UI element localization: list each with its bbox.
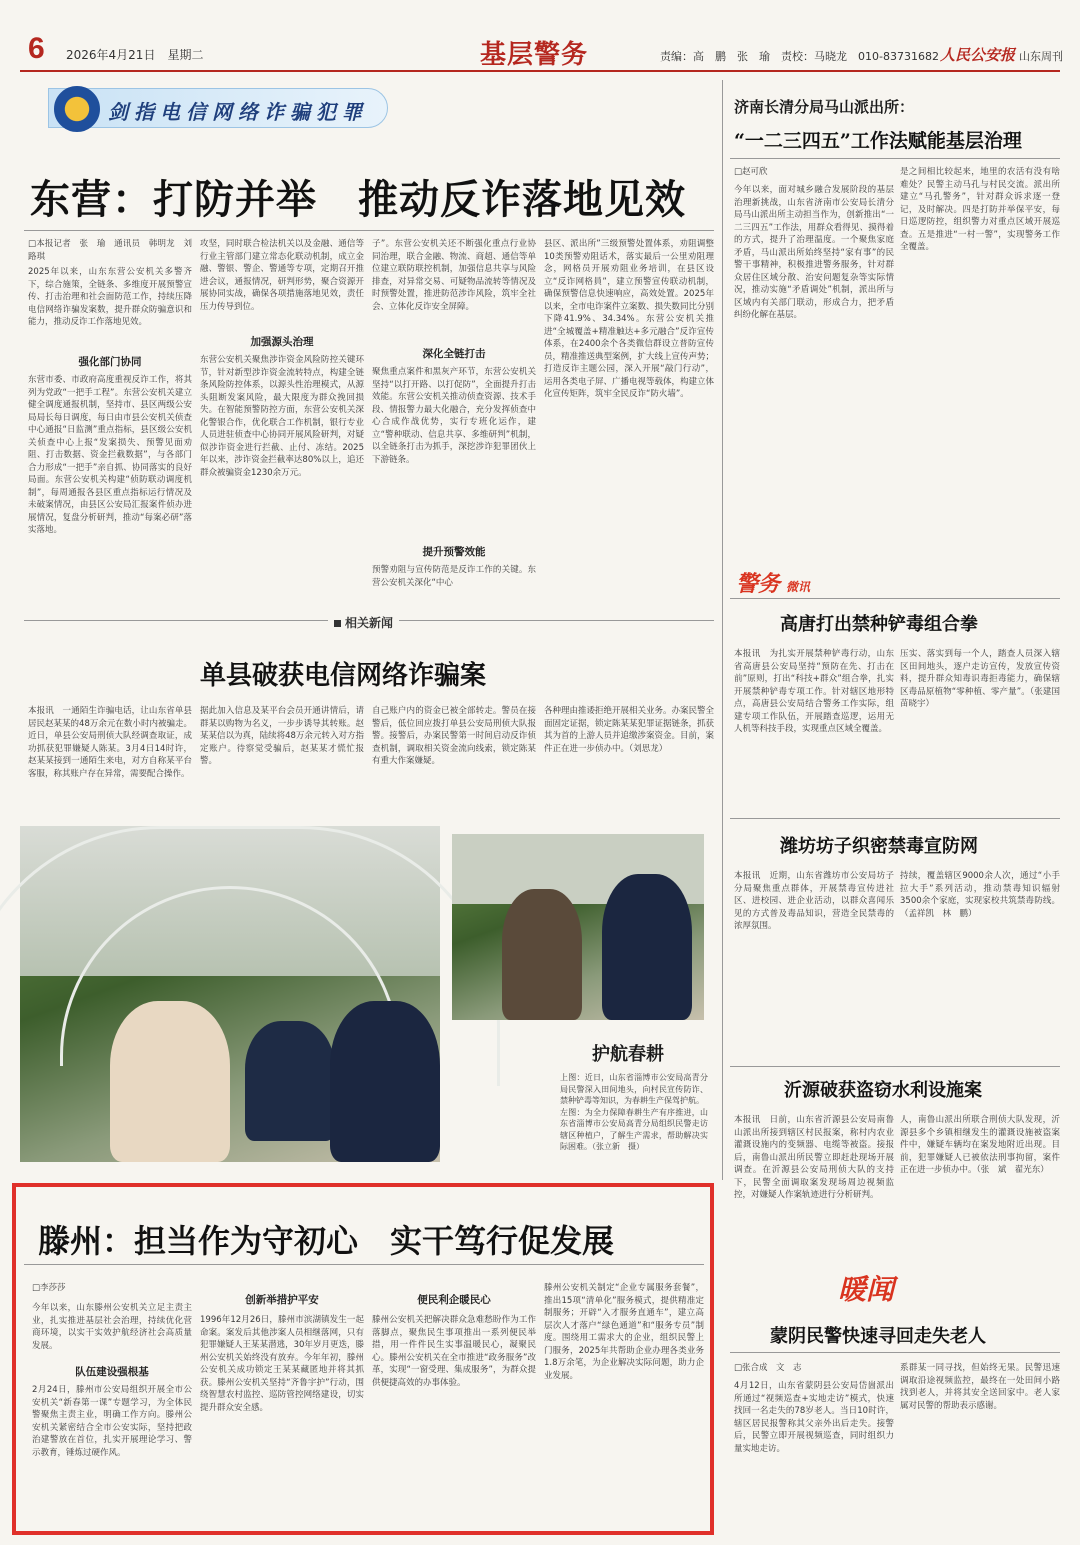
caption-left: 左图：为全力保障春耕生产有序推进，山东省淄博市公安局高青分局组织民警走访辖区种植户，了解生产需求，帮助解决实际困难。（张立新 摄） — [560, 1107, 708, 1151]
masthead-logo-sub: 山东周刊 — [1019, 50, 1064, 63]
divider — [730, 1352, 1060, 1353]
section-title: 基层警务 — [480, 40, 589, 70]
lead-col4: 县区、派出所”三级预警处置体系，劝阻调整10类预警劝阻话术，落实最后一公里劝阻理念，网格员开展劝阻业务培训，在县区设立“反诈网格員”，建立预警宣传联动机制，确保预警信息快速响应，高效处置。2025年以来，全市电诈案件立案数、损失数同比分别下降41.9%、34.34%。东营公安机关推进“全城覆盖+精准触达+多元融合”反诈宣传体系，在2400余个各类微信群设立普防宣传员，精准推送典型案例，扩大线上宣传声势；打造反诈主题公园，深入开展“敲门行动”，运用各类电子屏、广播电视等载体，构建立体化宣传矩阵，筑牢全民反诈“防火墙”。 — [544, 239, 715, 399]
jingwu-label — [736, 567, 810, 598]
divider — [730, 598, 1060, 599]
lead-col2b: 东营公安机关聚焦涉诈资金风险防控关键环节，针对新型涉诈资金流转特点，构建全链条风险防控体系，以源头性治理模式，从源头阻断发案风险，最大限度为群众挽回损失。在智能预警防控方面，东营公安机关深化警银合作，优化联合工作机制，银行专业人员进驻侦查中心协同开展风险研判，对疑似涉诈资金进行拦截、止付、冻结。2025年以来，涉诈资金拦截率达80%以上，追还群众被骗资金1230余万元。 — [200, 355, 364, 478]
divider — [730, 818, 1060, 819]
lead-col3b: 聚焦重点案件和黑灰产环节，东营公安机关坚持“以打开路、以打促防”，全面提升打击效能。东营公安机关推动侦查资源、技术手段、情报警力最大化融合，充分发挥侦查中心合成作战优势，实行专班化运作，建立“警种联动、信息共享、多维研判”机制，以全链条打击为抓手，深挖涉诈犯罪团伙上下游链条。 — [372, 367, 536, 465]
tengzhou-col1b: 2月24日，滕州市公安局组织开展全市公安机关“新春第一课”专题学习，为全体民警聚焦主责主业，明确工作方向。滕州公安机关紧密结合全市公安实际，坚持把政治建警放在首位，扎实开展理论学习、警示教育，锤炼过硬作风。 — [32, 1385, 192, 1458]
mengyin-byline: □张合成 文 志 — [734, 1363, 802, 1373]
editor-line: 责编：高 鹏 张 瑜 责校：马晓龙 010-83731682 — [660, 50, 939, 63]
column-divider — [722, 80, 723, 1180]
yiyuan-col1: 本报讯 日前，山东省沂源县公安局南鲁山派出所接到辖区村民报案，称村内农业灌溉设施内的变频器、电缆等被盗。接报后，南鲁山派出所民警立即赶赴现场开展调查。在沂源县公安局刑侦大队的支持下，民警全面调取案发现场周边视频监控，对嫌疑人作案轨迹进行分析研判。 — [734, 1115, 894, 1200]
divider — [730, 1066, 1060, 1067]
police-officer — [602, 874, 692, 1020]
masthead-logo-text: 人民公安报 — [940, 46, 1016, 64]
related-headline: 单县破获电信网络诈骗案 — [200, 661, 487, 691]
warm-news-label — [838, 1268, 894, 1308]
warm-label-text: 暖闻 — [838, 1273, 895, 1306]
lead-headline: 东营：打防并举 推动反诈落地见效 — [30, 176, 686, 223]
related-col3: 自己账户内的资金已被全部转走。警员在接警后，低位回应拨打单县公安局刑侦大队报警。接警后，办案民警第一时间启动反诈侦查机制，调取相关资金流向线索，锁定陈某有重大作案嫌疑。 — [372, 706, 536, 766]
lead-col3c: 预警劝阻与宣传防范是反诈工作的关键。东营公安机关深化“中心 — [372, 565, 536, 588]
mengyin-col2: 系群某一同寻找，但始终无果。民警迅速调取沿途视频监控，最终在一处田间小路找到老人，并将其安全送回家中。老人家属对民警的帮助表示感谢。 — [900, 1363, 1060, 1411]
police-officer — [330, 1001, 440, 1162]
related-col4: 各种理由推诿拒绝开展相关业务。办案民警全面固定证据，锁定陈某某犯罪证据链条，抓获其为首的上游人员并追缴涉案资金。目前，案件正在进一步侦办中。（刘思龙） — [544, 706, 715, 754]
divider — [24, 230, 714, 231]
photo-field — [452, 834, 704, 1020]
lead-sub1: 强化部门协同 — [78, 356, 142, 368]
related-news-label: 相关新闻 — [328, 614, 399, 631]
lead-byline: □本报记者 张 瑜 通讯员 韩明龙 刘路琪 — [28, 239, 192, 262]
jingwu-sub: 微讯 — [786, 580, 811, 594]
farmer-woman — [110, 1001, 230, 1162]
yiyuan-col2: 人，南鲁山派出所联合刑侦大队发现，沂源县多个乡镇相继发生的灌溉设施被盗案件中，嫌疑车辆均在案发地附近出现。目前，犯罪嫌疑人已被依法刑事拘留，案件正在进一步侦办中。（张 斌 翟光东） — [900, 1115, 1060, 1175]
jingwu-label-text: 警务 — [736, 571, 781, 597]
mengyin-col1: 4月12日，山东省蒙阴县公安局岱崮派出所通过“视频巡查+实地走访”模式，快速找回一名走失的78岁老人。当日10时许，辖区居民报警称其父亲外出后走失。接警后，民警立即开展视频巡查，同时组织力量实地走访。 — [734, 1381, 894, 1454]
gaotang-col2: 压实、落实到每一个人，踏查人员深入辖区田间地头，逐户走访宣传，发放宣传资料，提升群众知毒识毒拒毒能力，确保辖区毒品原植物“零种植、零产量”。（张建国 苗晓宇） — [900, 649, 1069, 709]
tengzhou-col3: 滕州公安机关把解决群众急难愁盼作为工作落脚点，聚焦民生事项推出一系列便民举措，用一件件民生实事温暖民心，凝聚民心。滕州公安机关在全市推进“政务服务”改革，实现“一窗受理、集成服务”，为群众提供便捷高效的办事体验。 — [372, 1315, 536, 1388]
jinan-headline: “一二三四五”工作法赋能基层治理 — [734, 130, 1022, 152]
lead-col3: 子”。东营公安机关还不断强化重点行业协同治理，联合金融、物流、商超、通信等单位建立联防联控机制，加强信息共享与风险排查，对异常交易、可疑物品流转等情况及时预警处置，推进防范涉诈风险，筑牢全社会、立体化反诈安全屏障。 — [372, 239, 536, 312]
lead-col2: 攻坚，同时联合检法机关以及金融、通信等行业主管部门建立常态化联动机制，成立金融、警银、警企、警通等专项，定期召开推进会议，通报情况，研判形势，聚合资源开展协同实战，确保各项措施落地见效，责任压力传导到位。 — [200, 239, 364, 312]
photo-title: 护航春耕 — [592, 1044, 664, 1065]
police-badge-icon — [54, 86, 100, 132]
tengzhou-sub1: 队伍建设强根基 — [75, 1366, 149, 1378]
header-rule — [20, 70, 1060, 72]
jinan-col1: 今年以来，面对城乡融合发展阶段的基层治理新挑战，山东省济南市公安局长清分局马山派出所主动担当作为，创新推出“一二三四五”工作法，用群众看得见、摸得着的方式，提升了治理温度。一个聚焦家庭矛盾，马山派出所始终坚持“家有事”的民警干事精神，积极推进警务服务，针对群众居住区域分散、治安问题复杂等实际情况，推动实施“矛盾调处”机制，派出所与区域内有关部门联动，形成合力，把矛盾纠纷化解在基层。 — [734, 185, 894, 320]
villager — [502, 889, 582, 1020]
related-col1: 本报讯 一通陌生诈骗电话，让山东省单县居民赵某某的48万余元在数小时内被骗走。近日，单县公安局刑侦大队经调查取证，成功抓获犯罪嫌疑人陈某。3月4日14时许，赵某某接到一通陌生来电，对方自称某平台客服，称其账户存在异常，需要配合操作。 — [28, 706, 192, 779]
weifang-col1: 本报讯 近期，山东省潍坊市公安局坊子分局聚焦重点群体，开展禁毒宣传进社区、进校园、进企业活动，以群众喜闻乐见的方式普及毒品知识，营造全民禁毒的浓厚氛围。 — [734, 871, 894, 931]
topic-banner-title: 剑指电信网络诈骗犯罪 — [108, 100, 368, 124]
tengzhou-col4: 滕州公安机关制定“企业专属服务套餐”，推出15项“清单化”服务模式，提供精准定制服务；开辟“入才服务直通车”，建立高层次人才落户“绿色通道”和“服务专员”制度。围绕用工需求大的企业，组织民警上门服务，2025年共帮助企业办理各类业务1.8万余笔，为企业解决实际问题，助力企业发展。 — [544, 1283, 704, 1381]
mengyin-headline: 蒙阴民警快速寻回走失老人 — [770, 1326, 986, 1347]
tengzhou-sub2: 创新举措护平安 — [245, 1294, 319, 1306]
tengzhou-col1: 今年以来，山东滕州公安机关立足主责主业，扎实推进基层社会治理，持续优化营商环境，以实干实效护航经济社会高质量发展。 — [32, 1303, 192, 1351]
lead-sub2: 加强源头治理 — [250, 336, 314, 348]
related-col2: 据此加入信息及某平台会员开通讲情后，请群某以购物为名义，一步步诱导其转账。赵某某信以为真，陆续将48万余元转入对方指定账户。待察觉受骗后，赵某某才慌忙报警。 — [200, 706, 364, 766]
caption-top: 上图：近日，山东省淄博市公安局高青分局民警深入田间地头，向村民宣传防诈、禁种铲毒等知识，为春耕生产保驾护航。 — [560, 1073, 708, 1105]
tengzhou-col2: 1996年12月26日，滕州市滨湖镇发生一起命案。案发后其他涉案人员相继落网，只有犯罪嫌疑人王某某潜逃，30年岁月更迭，滕州公安机关始终没有放弃。今年年初，滕州公安机关成功锁定王某某藏匿地并将其抓获。滕州公安机关坚持“齐鲁宇护”行动，围绕智慧农村监控、巡防管控网络建设，切实提升群众安全感。 — [200, 1315, 364, 1413]
yiyuan-headline: 沂源破获盗窃水利设施案 — [784, 1080, 982, 1101]
jinan-col2: 是之间相比较起来，地里的农活有没有啥难处？民警主动马孔与村民交流。派出所建立“马孔警务”，针对群众诉求逐一登记，及时解决。四是打防并举保平安，每日巡逻防控，组织警力对重点区域开展巡查。五是推进“一村一警”，实现警务工作全覆盖。 — [900, 167, 1060, 252]
lead-col1b: 东营市委、市政府高度重视反诈工作，将其列为党政“一把手工程”。东营公安机关建立健全调度通报机制，坚持市、县区两级公安局局长每日调度，每日由市县公安机关侦查中心通报“日监测”重点指标，县区级公安机关侦查中心上报“发案损失、预警见面劝阻、打击数据、资金拦截数据”，与各部门合力形成“一把手”亲自抓、协同落实的良好局面。东营公安机关构建“侦防联动调度机制”，每周通报各县区重点指标运行情况及未破案情况，由县区公安局汇报案件侦办进展情况，复盘分析研判，推动“每案必研”落实落地。 — [28, 375, 192, 535]
tengzhou-sub3: 便民利企暖民心 — [417, 1294, 491, 1306]
weifang-col2: 持续，覆盖辖区9000余人次，通过“小手拉大手”系列活动，推动禁毒知识辐射3500余个家庭，实现家校共筑禁毒防线。（孟祥凯 林 鹏） — [900, 871, 1060, 919]
weifang-headline: 潍坊坊子织密禁毒宣防网 — [780, 836, 978, 857]
gaotang-headline: 高唐打出禁种铲毒组合拳 — [780, 614, 978, 635]
issue-date: 2026年4月21日 星期二 — [66, 48, 204, 62]
gaotang-col1: 本报讯 为扎实开展禁种铲毒行动，山东省高唐县公安局坚持“预防在先、打击在前”原则，打出“科技+群众”组合拳，扎实开展禁种铲毒专项工作。针对辖区地形特点，高唐县公安局结合警务工作实际，组建专项工作队伍，开展踏查巡逻，运用无人机等科技手段，实现重点区域全覆盖。 — [734, 649, 894, 734]
photo-greenhouse — [20, 826, 440, 1162]
tengzhou-byline: □李莎莎 — [32, 1283, 66, 1293]
lead-col1: 2025年以来，山东东营公安机关多警齐下，综合施策，全链条、多维度开展预警宣传、打击治理和社会面防范工作，持续压降电信网络诈骗发案数，提升群众防骗意识和能力，推动反诈工作落地见效。 — [28, 267, 192, 327]
lead-sub3: 深化全链打击 — [422, 348, 486, 360]
tengzhou-headline: 滕州：担当作为守初心 实干笃行促发展 — [38, 1222, 615, 1260]
divider — [24, 1264, 704, 1265]
jinan-kicker: 济南长清分局马山派出所： — [734, 98, 915, 116]
lead-sub4: 提升预警效能 — [422, 546, 486, 558]
police-officer — [245, 1021, 335, 1141]
masthead-logo — [940, 44, 1063, 65]
photo-caption — [560, 1072, 708, 1172]
divider — [730, 158, 1060, 159]
jinan-byline: □赵可欣 — [734, 167, 768, 177]
page-number: 6 — [28, 32, 45, 65]
